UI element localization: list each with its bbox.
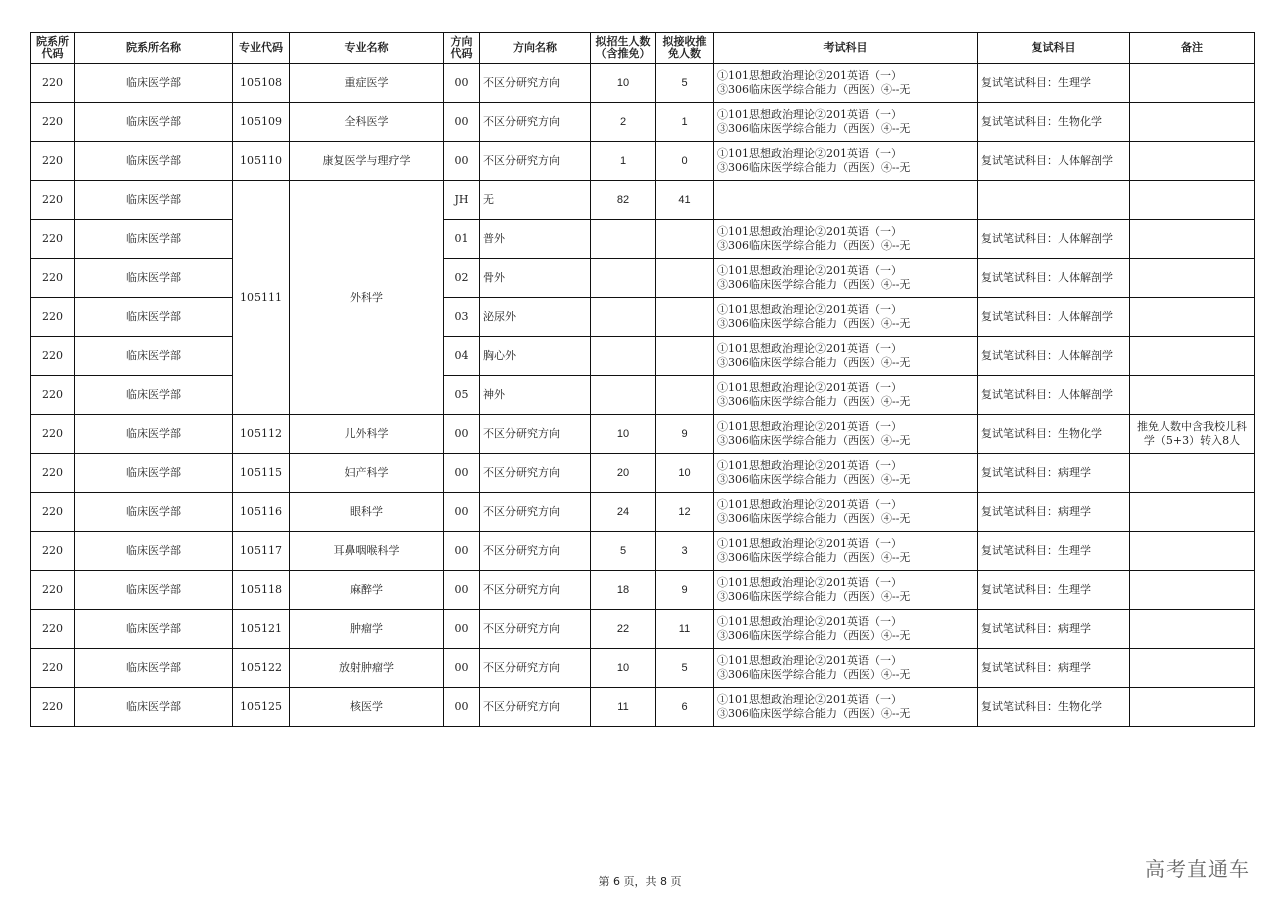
exam-cell: [714, 181, 978, 220]
exam-line-1: ①101思想政治理论②201英语（一）: [717, 108, 902, 121]
dir-code-cell: 00: [444, 688, 480, 727]
dept-code-cell: 220: [31, 259, 75, 298]
dept-code-cell: 220: [31, 298, 75, 337]
dept-name-cell: 临床医学部: [75, 610, 233, 649]
dept-name-cell: 临床医学部: [75, 493, 233, 532]
plan-cell: [591, 376, 656, 415]
dept-name-cell: 临床医学部: [75, 103, 233, 142]
table-row: [31, 142, 1255, 181]
dir-name-cell: 不区分研究方向: [480, 493, 591, 532]
retest-cell: 复试笔试科目：生理学: [978, 532, 1130, 571]
dept-name-cell: 临床医学部: [75, 64, 233, 103]
major-name-cell: 肿瘤学: [290, 610, 444, 649]
plan-cell: 5: [591, 532, 656, 571]
exam-line-2: ③306临床医学综合能力（西医）④--无: [717, 668, 911, 681]
exempt-cell: 10: [656, 454, 714, 493]
dept-name-cell: 临床医学部: [75, 220, 233, 259]
major-name-cell: 重症医学: [290, 64, 444, 103]
exam-cell: [714, 610, 978, 649]
exam-line-1: ①101思想政治理论②201英语（一）: [717, 147, 902, 160]
dir-name-cell: 泌尿外: [480, 298, 591, 337]
exempt-cell: 9: [656, 415, 714, 454]
table-row: [31, 298, 1255, 337]
major-name-cell: 麻醉学: [290, 571, 444, 610]
plan-cell: 18: [591, 571, 656, 610]
dept-name-cell: 临床医学部: [75, 376, 233, 415]
exam-line-2: ③306临床医学综合能力（西医）④--无: [717, 590, 911, 603]
major-name-cell: 全科医学: [290, 103, 444, 142]
major-name-cell: 康复医学与理疗学: [290, 142, 444, 181]
exam-line-1: ①101思想政治理论②201英语（一）: [717, 264, 902, 277]
major-name-cell: 妇产科学: [290, 454, 444, 493]
dir-name-cell: 骨外: [480, 259, 591, 298]
exam-cell: [714, 64, 978, 103]
exam-cell: [714, 259, 978, 298]
retest-cell: [978, 181, 1130, 220]
dir-name-cell: 不区分研究方向: [480, 571, 591, 610]
exempt-cell: 5: [656, 64, 714, 103]
plan-cell: 10: [591, 64, 656, 103]
major-name-cell: 核医学: [290, 688, 444, 727]
table-row: [31, 337, 1255, 376]
exam-line-1: ①101思想政治理论②201英语（一）: [717, 342, 902, 355]
dir-code-cell: 00: [444, 415, 480, 454]
major-code-cell: 105122: [233, 649, 290, 688]
exam-cell: [714, 571, 978, 610]
dir-name-cell: 普外: [480, 220, 591, 259]
exempt-cell: 9: [656, 571, 714, 610]
exam-cell: [714, 220, 978, 259]
exam-cell: [714, 337, 978, 376]
exempt-cell: 0: [656, 142, 714, 181]
dept-name-cell: 临床医学部: [75, 181, 233, 220]
major-code-cell: 105111: [233, 181, 290, 415]
major-name-cell: 儿外科学: [290, 415, 444, 454]
dept-name-cell: 临床医学部: [75, 571, 233, 610]
dir-name-cell: 不区分研究方向: [480, 454, 591, 493]
dept-code-cell: 220: [31, 337, 75, 376]
header-major-name: 专业名称: [290, 33, 444, 64]
exam-line-2: ③306临床医学综合能力（西医）④--无: [717, 122, 911, 135]
retest-cell: 复试笔试科目：生物化学: [978, 688, 1130, 727]
major-code-cell: 105116: [233, 493, 290, 532]
note-cell: [1130, 532, 1255, 571]
dir-name-cell: 不区分研究方向: [480, 532, 591, 571]
table-row: [31, 415, 1255, 454]
dir-code-cell: 00: [444, 493, 480, 532]
exempt-cell: [656, 376, 714, 415]
exam-line-1: ①101思想政治理论②201英语（一）: [717, 303, 902, 316]
table-row: [31, 220, 1255, 259]
plan-cell: 1: [591, 142, 656, 181]
dept-name-cell: 临床医学部: [75, 415, 233, 454]
exempt-cell: [656, 220, 714, 259]
exam-cell: [714, 688, 978, 727]
table-row: [31, 103, 1255, 142]
dir-code-cell: 00: [444, 64, 480, 103]
exempt-cell: 11: [656, 610, 714, 649]
note-cell: [1130, 610, 1255, 649]
exempt-cell: 12: [656, 493, 714, 532]
major-code-cell: 105117: [233, 532, 290, 571]
dir-name-cell: 不区分研究方向: [480, 610, 591, 649]
retest-cell: 复试笔试科目：人体解剖学: [978, 298, 1130, 337]
dir-code-cell: 00: [444, 103, 480, 142]
header-exam: 考试科目: [714, 33, 978, 64]
dir-name-cell: 不区分研究方向: [480, 688, 591, 727]
admission-table: [30, 32, 1255, 727]
dir-code-cell: 03: [444, 298, 480, 337]
table-row: [31, 493, 1255, 532]
dir-code-cell: 00: [444, 142, 480, 181]
dir-name-cell: 不区分研究方向: [480, 142, 591, 181]
note-cell: 推免人数中含我校儿科学（5+3）转入8人: [1130, 415, 1255, 454]
dir-name-cell: 胸心外: [480, 337, 591, 376]
note-cell: [1130, 493, 1255, 532]
retest-cell: 复试笔试科目：生物化学: [978, 103, 1130, 142]
table-row: [31, 688, 1255, 727]
exam-line-2: ③306临床医学综合能力（西医）④--无: [717, 161, 911, 174]
dept-code-cell: 220: [31, 454, 75, 493]
table-row: [31, 571, 1255, 610]
exam-line-2: ③306临床医学综合能力（西医）④--无: [717, 629, 911, 642]
retest-cell: 复试笔试科目：病理学: [978, 454, 1130, 493]
note-cell: [1130, 181, 1255, 220]
header-plan: 拟招生人数（含推免）: [591, 33, 656, 64]
exam-line-1: ①101思想政治理论②201英语（一）: [717, 654, 902, 667]
note-cell: [1130, 571, 1255, 610]
table-row: [31, 532, 1255, 571]
header-dept-code: 院系所代码: [31, 33, 75, 64]
exam-line-2: ③306临床医学综合能力（西医）④--无: [717, 434, 911, 447]
plan-cell: 11: [591, 688, 656, 727]
retest-cell: 复试笔试科目：病理学: [978, 610, 1130, 649]
table-row: [31, 181, 1255, 220]
dept-code-cell: 220: [31, 610, 75, 649]
header-dir-name: 方向名称: [480, 33, 591, 64]
plan-cell: [591, 220, 656, 259]
major-code-cell: 105108: [233, 64, 290, 103]
dir-code-cell: 05: [444, 376, 480, 415]
exam-line-2: ③306临床医学综合能力（西医）④--无: [717, 512, 911, 525]
dir-code-cell: 00: [444, 649, 480, 688]
dir-name-cell: 不区分研究方向: [480, 649, 591, 688]
dept-code-cell: 220: [31, 688, 75, 727]
dir-name-cell: 无: [480, 181, 591, 220]
exam-line-1: ①101思想政治理论②201英语（一）: [717, 381, 902, 394]
dept-code-cell: 220: [31, 493, 75, 532]
exempt-cell: [656, 337, 714, 376]
dir-name-cell: 不区分研究方向: [480, 415, 591, 454]
dept-code-cell: 220: [31, 220, 75, 259]
plan-cell: 20: [591, 454, 656, 493]
dir-code-cell: 00: [444, 610, 480, 649]
exam-line-1: ①101思想政治理论②201英语（一）: [717, 420, 902, 433]
exam-cell: [714, 415, 978, 454]
dept-name-cell: 临床医学部: [75, 142, 233, 181]
table-row: [31, 610, 1255, 649]
exam-line-2: ③306临床医学综合能力（西医）④--无: [717, 707, 911, 720]
header-dept-name: 院系所名称: [75, 33, 233, 64]
header-exempt: 拟接收推免人数: [656, 33, 714, 64]
retest-cell: 复试笔试科目：病理学: [978, 493, 1130, 532]
header-note: 备注: [1130, 33, 1255, 64]
dept-name-cell: 临床医学部: [75, 649, 233, 688]
plan-cell: [591, 337, 656, 376]
table-row: [31, 376, 1255, 415]
dept-name-cell: 临床医学部: [75, 532, 233, 571]
dept-code-cell: 220: [31, 103, 75, 142]
dir-code-cell: 00: [444, 532, 480, 571]
note-cell: [1130, 103, 1255, 142]
exam-line-1: ①101思想政治理论②201英语（一）: [717, 225, 902, 238]
exam-cell: [714, 454, 978, 493]
note-cell: [1130, 64, 1255, 103]
table-header-row: [31, 33, 1255, 64]
major-name-cell: 放射肿瘤学: [290, 649, 444, 688]
retest-cell: 复试笔试科目：生物化学: [978, 415, 1130, 454]
note-cell: [1130, 649, 1255, 688]
dept-code-cell: 220: [31, 64, 75, 103]
exempt-cell: [656, 259, 714, 298]
note-cell: [1130, 220, 1255, 259]
exempt-cell: 41: [656, 181, 714, 220]
note-cell: [1130, 376, 1255, 415]
plan-cell: 10: [591, 649, 656, 688]
major-code-cell: 105109: [233, 103, 290, 142]
exam-line-1: ①101思想政治理论②201英语（一）: [717, 498, 902, 511]
major-code-cell: 105125: [233, 688, 290, 727]
major-name-cell: 外科学: [290, 181, 444, 415]
dept-code-cell: 220: [31, 571, 75, 610]
exam-cell: [714, 649, 978, 688]
exam-line-2: ③306临床医学综合能力（西医）④--无: [717, 395, 911, 408]
header-dir-code: 方向代码: [444, 33, 480, 64]
retest-cell: 复试笔试科目：生理学: [978, 64, 1130, 103]
exempt-cell: [656, 298, 714, 337]
exam-line-1: ①101思想政治理论②201英语（一）: [717, 576, 902, 589]
dir-code-cell: JH: [444, 181, 480, 220]
table-row: [31, 259, 1255, 298]
exempt-cell: 5: [656, 649, 714, 688]
dept-name-cell: 临床医学部: [75, 688, 233, 727]
major-code-cell: 105110: [233, 142, 290, 181]
major-code-cell: 105112: [233, 415, 290, 454]
plan-cell: 10: [591, 415, 656, 454]
exam-line-2: ③306临床医学综合能力（西医）④--无: [717, 83, 911, 96]
major-code-cell: 105118: [233, 571, 290, 610]
table-row: [31, 649, 1255, 688]
exam-line-1: ①101思想政治理论②201英语（一）: [717, 615, 902, 628]
exam-line-2: ③306临床医学综合能力（西医）④--无: [717, 473, 911, 486]
dept-name-cell: 临床医学部: [75, 259, 233, 298]
exam-line-2: ③306临床医学综合能力（西医）④--无: [717, 278, 911, 291]
major-code-cell: 105115: [233, 454, 290, 493]
note-cell: [1130, 454, 1255, 493]
dir-code-cell: 00: [444, 454, 480, 493]
table-row: [31, 64, 1255, 103]
plan-cell: 22: [591, 610, 656, 649]
exam-cell: [714, 532, 978, 571]
dir-code-cell: 02: [444, 259, 480, 298]
exam-line-1: ①101思想政治理论②201英语（一）: [717, 537, 902, 550]
note-cell: [1130, 142, 1255, 181]
retest-cell: 复试笔试科目：生理学: [978, 571, 1130, 610]
exam-cell: [714, 298, 978, 337]
note-cell: [1130, 259, 1255, 298]
exam-cell: [714, 142, 978, 181]
plan-cell: 82: [591, 181, 656, 220]
dir-name-cell: 神外: [480, 376, 591, 415]
dept-name-cell: 临床医学部: [75, 337, 233, 376]
note-cell: [1130, 337, 1255, 376]
exam-line-2: ③306临床医学综合能力（西医）④--无: [717, 317, 911, 330]
header-retest: 复试科目: [978, 33, 1130, 64]
dept-code-cell: 220: [31, 415, 75, 454]
dir-name-cell: 不区分研究方向: [480, 64, 591, 103]
major-code-cell: 105121: [233, 610, 290, 649]
exam-line-1: ①101思想政治理论②201英语（一）: [717, 459, 902, 472]
retest-cell: 复试笔试科目：人体解剖学: [978, 337, 1130, 376]
retest-cell: 复试笔试科目：病理学: [978, 649, 1130, 688]
exam-cell: [714, 493, 978, 532]
exam-line-2: ③306临床医学综合能力（西医）④--无: [717, 551, 911, 564]
exam-cell: [714, 376, 978, 415]
major-name-cell: 耳鼻咽喉科学: [290, 532, 444, 571]
dept-code-cell: 220: [31, 181, 75, 220]
plan-cell: 24: [591, 493, 656, 532]
exempt-cell: 1: [656, 103, 714, 142]
plan-cell: 2: [591, 103, 656, 142]
table-row: [31, 454, 1255, 493]
dept-name-cell: 临床医学部: [75, 298, 233, 337]
dir-name-cell: 不区分研究方向: [480, 103, 591, 142]
exam-line-2: ③306临床医学综合能力（西医）④--无: [717, 239, 911, 252]
exempt-cell: 3: [656, 532, 714, 571]
dir-code-cell: 04: [444, 337, 480, 376]
plan-cell: [591, 298, 656, 337]
dir-code-cell: 01: [444, 220, 480, 259]
dept-code-cell: 220: [31, 649, 75, 688]
header-major-code: 专业代码: [233, 33, 290, 64]
note-cell: [1130, 298, 1255, 337]
watermark: 高考直通车: [1145, 857, 1250, 881]
exam-line-1: ①101思想政治理论②201英语（一）: [717, 693, 902, 706]
dept-code-cell: 220: [31, 142, 75, 181]
retest-cell: 复试笔试科目：人体解剖学: [978, 220, 1130, 259]
major-name-cell: 眼科学: [290, 493, 444, 532]
exam-line-1: ①101思想政治理论②201英语（一）: [717, 69, 902, 82]
exempt-cell: 6: [656, 688, 714, 727]
retest-cell: 复试笔试科目：人体解剖学: [978, 376, 1130, 415]
retest-cell: 复试笔试科目：人体解剖学: [978, 142, 1130, 181]
dir-code-cell: 00: [444, 571, 480, 610]
dept-name-cell: 临床医学部: [75, 454, 233, 493]
dept-code-cell: 220: [31, 532, 75, 571]
retest-cell: 复试笔试科目：人体解剖学: [978, 259, 1130, 298]
exam-cell: [714, 103, 978, 142]
exam-line-2: ③306临床医学综合能力（西医）④--无: [717, 356, 911, 369]
note-cell: [1130, 688, 1255, 727]
dept-code-cell: 220: [31, 376, 75, 415]
plan-cell: [591, 259, 656, 298]
page-footer: 第 6 页，共 8 页: [598, 875, 682, 888]
